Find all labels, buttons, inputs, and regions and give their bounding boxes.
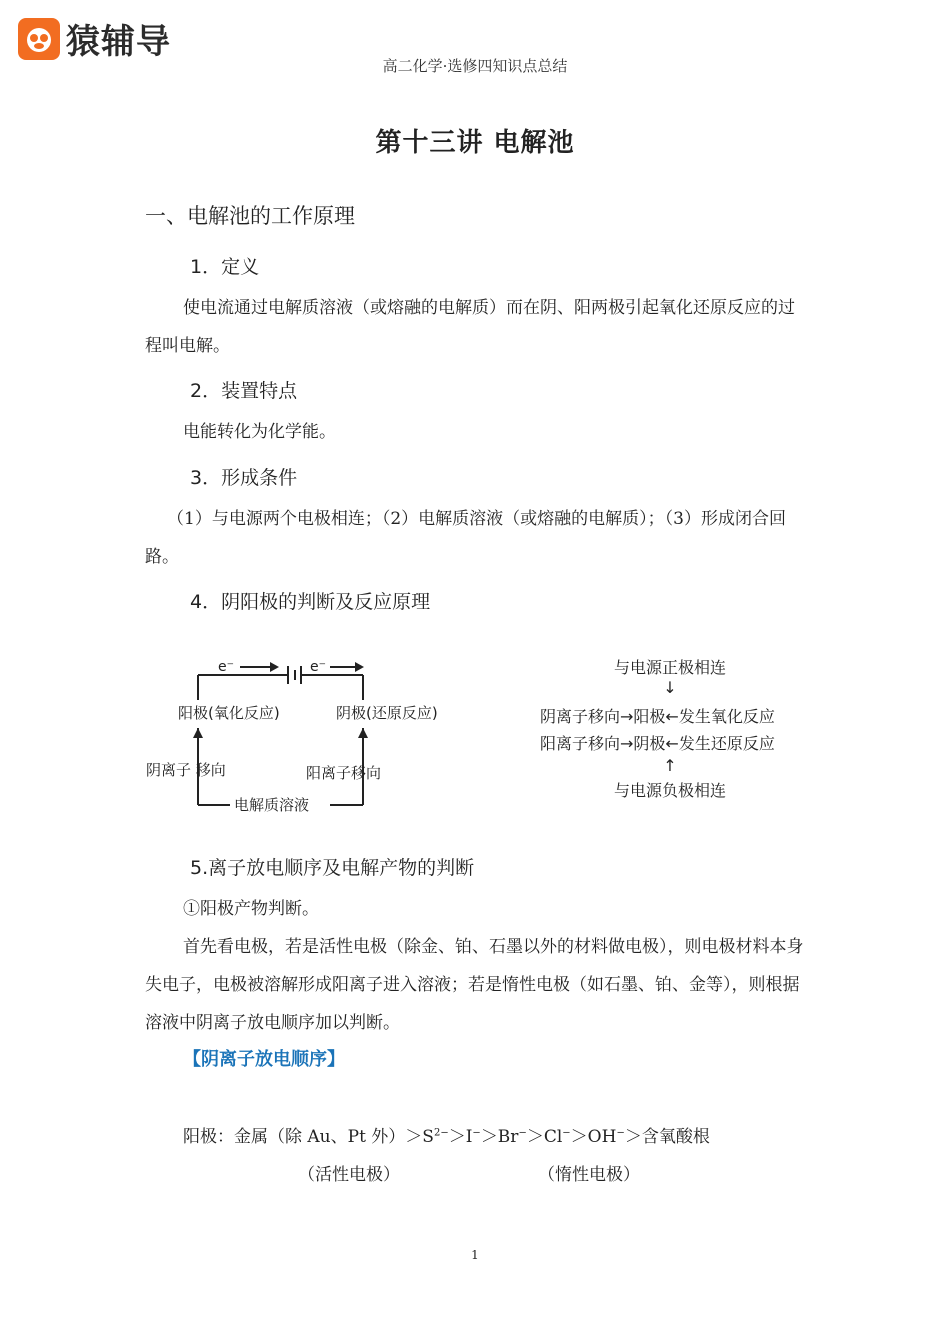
anion-discharge-order <box>183 1122 710 1147</box>
heading-electrodes: 4．阴阳极的判断及反应原理 <box>190 591 431 613</box>
active-electrode-label: （活性电极） <box>298 1165 400 1185</box>
heading-definition: 1．定义 <box>190 256 260 278</box>
order-s-charge: 2− <box>433 1127 449 1139</box>
flow-top: 与电源正极相连 <box>613 658 726 677</box>
order-br: ＞Br <box>480 1127 519 1147</box>
device-text: 电能转化为化学能。 <box>183 422 336 442</box>
heading-discharge-order: 5.离子放电顺序及电解产物的判断 <box>190 857 475 879</box>
anion-order-heading: 【阴离子放电顺序】 <box>183 1049 345 1070</box>
flow-row-anode: 阴离子移向→阳极←发生氧化反应 <box>540 707 775 726</box>
electrolysis-circuit-diagram <box>140 650 480 820</box>
cation-migration-label: 阳离子移向 <box>306 764 382 782</box>
electrolyte-label: 电解质溶液 <box>234 796 310 814</box>
monkey-logo-icon <box>18 18 60 60</box>
anode-product-text: 首先看电极，若是活性电极（除金、铂、石墨以外的材料做电极），则电极材料本身失电子，电极被溶解形成阳离子进入溶液；若是惰性电极（如石墨、铂、金等），则根据溶液中阴离子放电顺序加以判断。 <box>145 937 804 1033</box>
order-prefix: 阳极：金属（除 Au、Pt 外）＞S <box>183 1127 434 1147</box>
page-number: 1 <box>471 1248 479 1262</box>
order-cl: ＞Cl <box>526 1127 563 1147</box>
conditions-text: （1）与电源两个电极相连；（2）电解质溶液（或熔融的电解质）；（3）形成闭合回路。 <box>145 509 786 567</box>
heading-conditions: 3．形成条件 <box>190 467 298 489</box>
down-arrow-icon: ↓ <box>663 678 677 697</box>
anode-label: 阳极(氧化反应) <box>178 704 280 722</box>
page-title: 第十三讲 电解池 <box>375 128 575 158</box>
up-arrow-icon: ↑ <box>663 756 677 775</box>
cathode-label: 阴极(还原反应) <box>336 704 438 722</box>
brand-name: 猿辅导 <box>66 22 171 62</box>
order-oh: ＞OH <box>570 1127 617 1147</box>
order-end: ＞含氧酸根 <box>624 1127 710 1147</box>
inert-electrode-label: （惰性电极） <box>538 1165 640 1185</box>
order-i: ＞I <box>448 1127 473 1147</box>
definition-text: 使电流通过电解质溶液（或熔融的电解质）而在阴、阳两极引起氧化还原反应的过程叫电解。 <box>145 298 795 356</box>
anode-product-subheading: ①阳极产物判断。 <box>183 899 319 919</box>
order-cl-charge: − <box>562 1127 571 1139</box>
heading-device: 2．装置特点 <box>190 380 298 402</box>
order-i-charge: − <box>472 1127 481 1139</box>
electron-label-2: e⁻ <box>310 659 327 675</box>
flow-row-cathode: 阳离子移向→阴极←发生还原反应 <box>540 734 775 753</box>
running-header: 高二化学·选修四知识点总结 <box>382 57 568 75</box>
flow-bottom: 与电源负极相连 <box>613 781 726 800</box>
order-br-charge: − <box>518 1127 527 1139</box>
order-oh-charge: − <box>616 1127 625 1139</box>
section-heading-1: 一、电解池的工作原理 <box>145 204 355 228</box>
electron-label-1: e⁻ <box>218 659 235 675</box>
anion-migration-label: 阴离子 移向 <box>146 761 226 779</box>
electrode-flow-diagram <box>540 655 800 801</box>
